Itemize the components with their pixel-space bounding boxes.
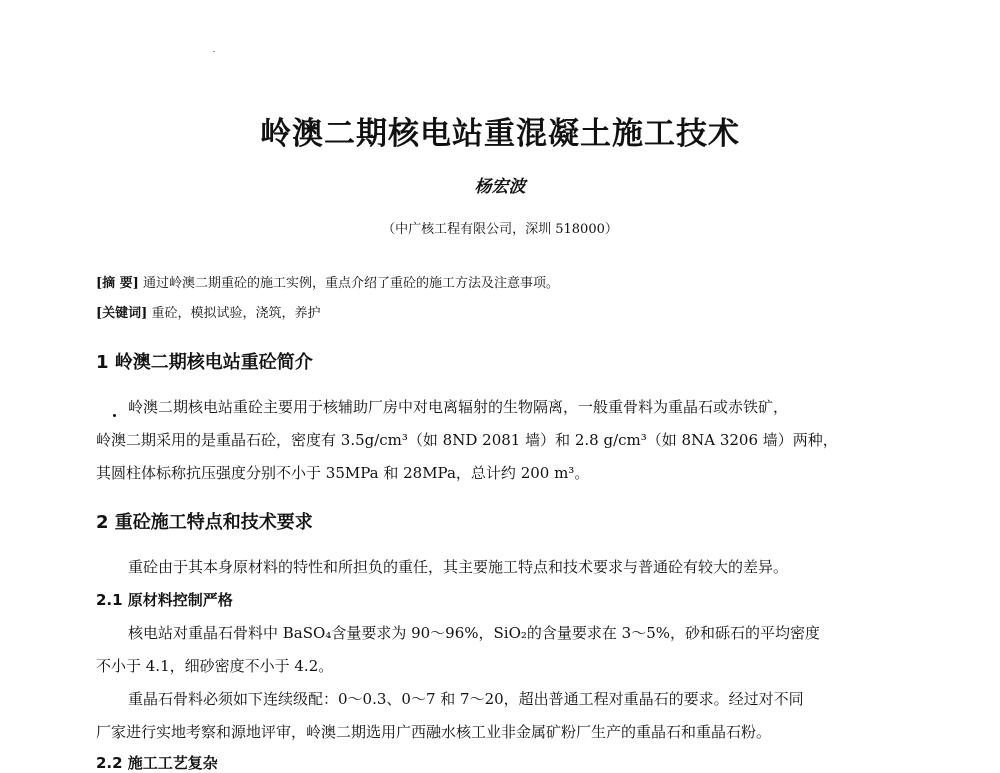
author-name: 杨宏波: [474, 177, 526, 197]
abstract-text: 通过岭澳二期重砼的施工实例，重点介绍了重砼的施工方法及注意事项。: [142, 276, 559, 291]
section-1-line: 岭澳二期采用的是重晶石砼，密度有 3.5g/cm³（如 8ND 2081 墙）和 2.8 g/cm³（如 8NA 3206 墙）两种，: [96, 431, 838, 449]
section-1-heading: 1 岭澳二期核电站重砼简介: [96, 352, 313, 373]
subsection-2-1-heading: 2.1 原材料控制严格: [96, 591, 233, 609]
section-1-line: 岭澳二期核电站重砼主要用于核辅助厂房中对电离辐射的生物隔离，一般重骨料为重晶石或赤铁矿，: [128, 398, 789, 416]
section-2-heading: 2 重砼施工特点和技术要求: [96, 512, 313, 533]
subsection-2-1-line: 厂家进行实地考察和源地评审，岭澳二期选用广西融水核工业非金属矿粉厂生产的重晶石和重晶石粉。: [96, 723, 772, 741]
paper-title: 岭澳二期核电站重混凝土施工技术: [260, 116, 740, 152]
section-1-line: 其圆柱体标称抗压强度分别不小于 35MPa 和 28MPa，总计约 200 m³。: [96, 464, 590, 482]
subsection-2-1-line: 重晶石骨料必须如下连续级配：0～0.3、0～7 和 7～20，超出普通工程对重晶石的要求。经过对不同: [128, 690, 804, 708]
keywords-label: [关键词]: [96, 306, 148, 321]
scan-dot: [113, 414, 116, 417]
author-affiliation: （中广核工程有限公司，深圳 518000）: [382, 222, 618, 237]
keywords-text: 重砼，模拟试验，浇筑，养护: [151, 306, 321, 321]
scan-speck: [213, 51, 215, 52]
section-2-intro: 重砼由于其本身原材料的特性和所担负的重任，其主要施工特点和技术要求与普通砼有较大的差异。: [128, 558, 789, 576]
abstract-label: [摘 要]: [96, 276, 139, 291]
abstract: [96, 272, 559, 291]
subsection-2-1-line: 不小于 4.1，细砂密度不小于 4.2。: [96, 657, 334, 675]
subsection-2-1-line: 核电站对重晶石骨料中 BaSO₄含量要求为 90～96%，SiO₂的含量要求在 3～5%，砂和砾石的平均密度: [128, 624, 821, 642]
keywords: [96, 302, 320, 321]
subsection-2-2-heading: 2.2 施工工艺复杂: [96, 754, 218, 772]
